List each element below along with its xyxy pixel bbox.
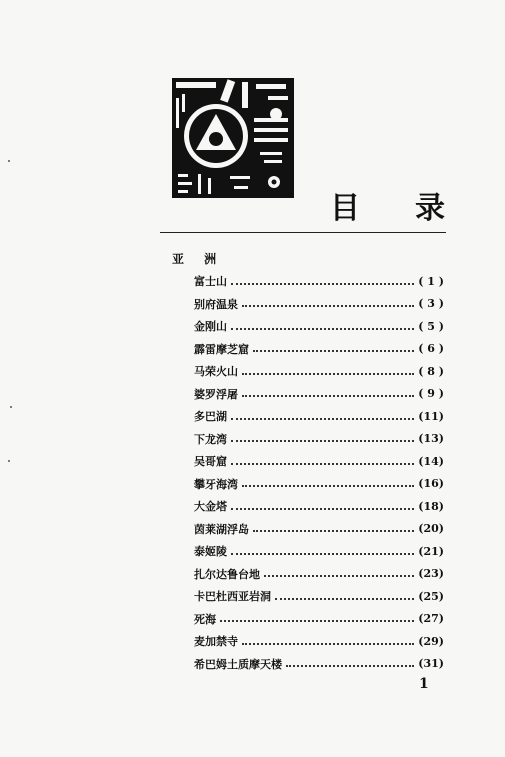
toc-entry[interactable] — [194, 315, 444, 338]
toc-entry[interactable] — [194, 383, 444, 406]
toc-entry-page: (18) — [418, 499, 444, 513]
toc-entry[interactable] — [194, 428, 444, 451]
toc-entry-page: ( 1 ) — [418, 274, 444, 288]
toc-entry-title: 金刚山 — [194, 320, 227, 334]
toc-entry[interactable] — [194, 360, 444, 383]
toc-entry-title: 卡巴杜西亚岩洞 — [194, 590, 271, 604]
toc-entry-page: (25) — [418, 589, 444, 603]
toc-entry[interactable] — [194, 270, 444, 293]
toc-entry-page: (20) — [418, 522, 444, 536]
toc-entry-page: (21) — [418, 544, 444, 558]
scan-speck — [8, 460, 10, 462]
toc-entry-page: (23) — [418, 567, 444, 581]
toc-leader-dots — [231, 327, 414, 330]
toc-entry[interactable] — [194, 338, 444, 361]
toc-entry-title: 茵莱湖浮岛 — [194, 522, 249, 536]
toc-entry-page: (11) — [418, 409, 444, 423]
toc-entry-title: 大金塔 — [194, 500, 227, 514]
toc-leader-dots — [231, 507, 414, 510]
contents-heading — [330, 183, 445, 227]
scan-speck — [8, 160, 10, 162]
scan-speck — [10, 406, 12, 408]
toc-entry-title: 下龙湾 — [194, 432, 227, 446]
toc-entry[interactable] — [194, 405, 444, 428]
toc-entry[interactable] — [194, 608, 444, 631]
toc-entry-title: 富士山 — [194, 275, 227, 289]
toc-entry-title: 扎尔达鲁台地 — [194, 567, 260, 581]
toc-leader-dots — [231, 417, 414, 420]
toc-entry[interactable] — [194, 653, 444, 676]
toc-entry-page: ( 5 ) — [418, 319, 444, 333]
toc-leader-dots — [242, 484, 414, 487]
section-heading-asia: 亚 洲 — [172, 252, 225, 266]
contents-heading-char-2: 录 — [415, 191, 445, 226]
toc-entry[interactable] — [194, 293, 444, 316]
toc-entry-page: ( 9 ) — [418, 387, 444, 401]
toc-leader-dots — [231, 462, 414, 465]
toc-entry-page: (27) — [418, 612, 444, 626]
contents-heading-char-1: 目 — [330, 191, 360, 226]
toc-leader-dots — [253, 349, 414, 352]
toc-leader-dots — [253, 529, 414, 532]
toc-entry[interactable] — [194, 518, 444, 541]
toc-entry-page: ( 3 ) — [418, 297, 444, 311]
toc-entry-title: 希巴姆土质摩天楼 — [194, 657, 282, 671]
toc-leader-dots — [275, 597, 414, 600]
toc-entry[interactable] — [194, 495, 444, 518]
toc-entry[interactable] — [194, 450, 444, 473]
toc-entry-title: 婆罗浮屠 — [194, 387, 238, 401]
toc-leader-dots — [231, 439, 414, 442]
toc-entry-title: 攀牙海湾 — [194, 477, 238, 491]
toc-entry-page: (13) — [418, 432, 444, 446]
toc-entry[interactable] — [194, 540, 444, 563]
toc-entry-page: ( 8 ) — [418, 364, 444, 378]
woodcut-emblem-illustration — [172, 78, 294, 198]
toc-entry-title: 吴哥窟 — [194, 455, 227, 469]
heading-divider — [160, 232, 446, 233]
toc-leader-dots — [231, 282, 414, 285]
toc-entry-page: (16) — [418, 477, 444, 491]
toc-entry-title: 泰姬陵 — [194, 545, 227, 559]
toc-entry-title: 霹雷摩芝窟 — [194, 342, 249, 356]
toc-leader-dots — [286, 664, 414, 667]
toc-entry-page: (31) — [418, 657, 444, 671]
toc-leader-dots — [231, 552, 414, 555]
toc-entry-page: ( 6 ) — [418, 342, 444, 356]
toc-entry-title: 多巴湖 — [194, 410, 227, 424]
toc-entry-title: 麦加禁寺 — [194, 635, 238, 649]
toc-leader-dots — [242, 372, 414, 375]
toc-entry-title: 别府温泉 — [194, 297, 238, 311]
toc-leader-dots — [264, 574, 414, 577]
toc-entry[interactable] — [194, 585, 444, 608]
toc-entry-page: (29) — [418, 634, 444, 648]
toc-leader-dots — [242, 394, 414, 397]
toc-entry-title: 马荣火山 — [194, 365, 238, 379]
toc-entry-title: 死海 — [194, 612, 216, 626]
toc-leader-dots — [242, 642, 414, 645]
toc-entry[interactable] — [194, 630, 444, 653]
toc-leader-dots — [242, 304, 414, 307]
toc-entry[interactable] — [194, 563, 444, 586]
page-number: 1 — [419, 676, 429, 692]
toc-entry[interactable] — [194, 473, 444, 496]
toc-list — [194, 270, 444, 675]
toc-entry-page: (14) — [418, 454, 444, 468]
toc-leader-dots — [220, 619, 414, 622]
